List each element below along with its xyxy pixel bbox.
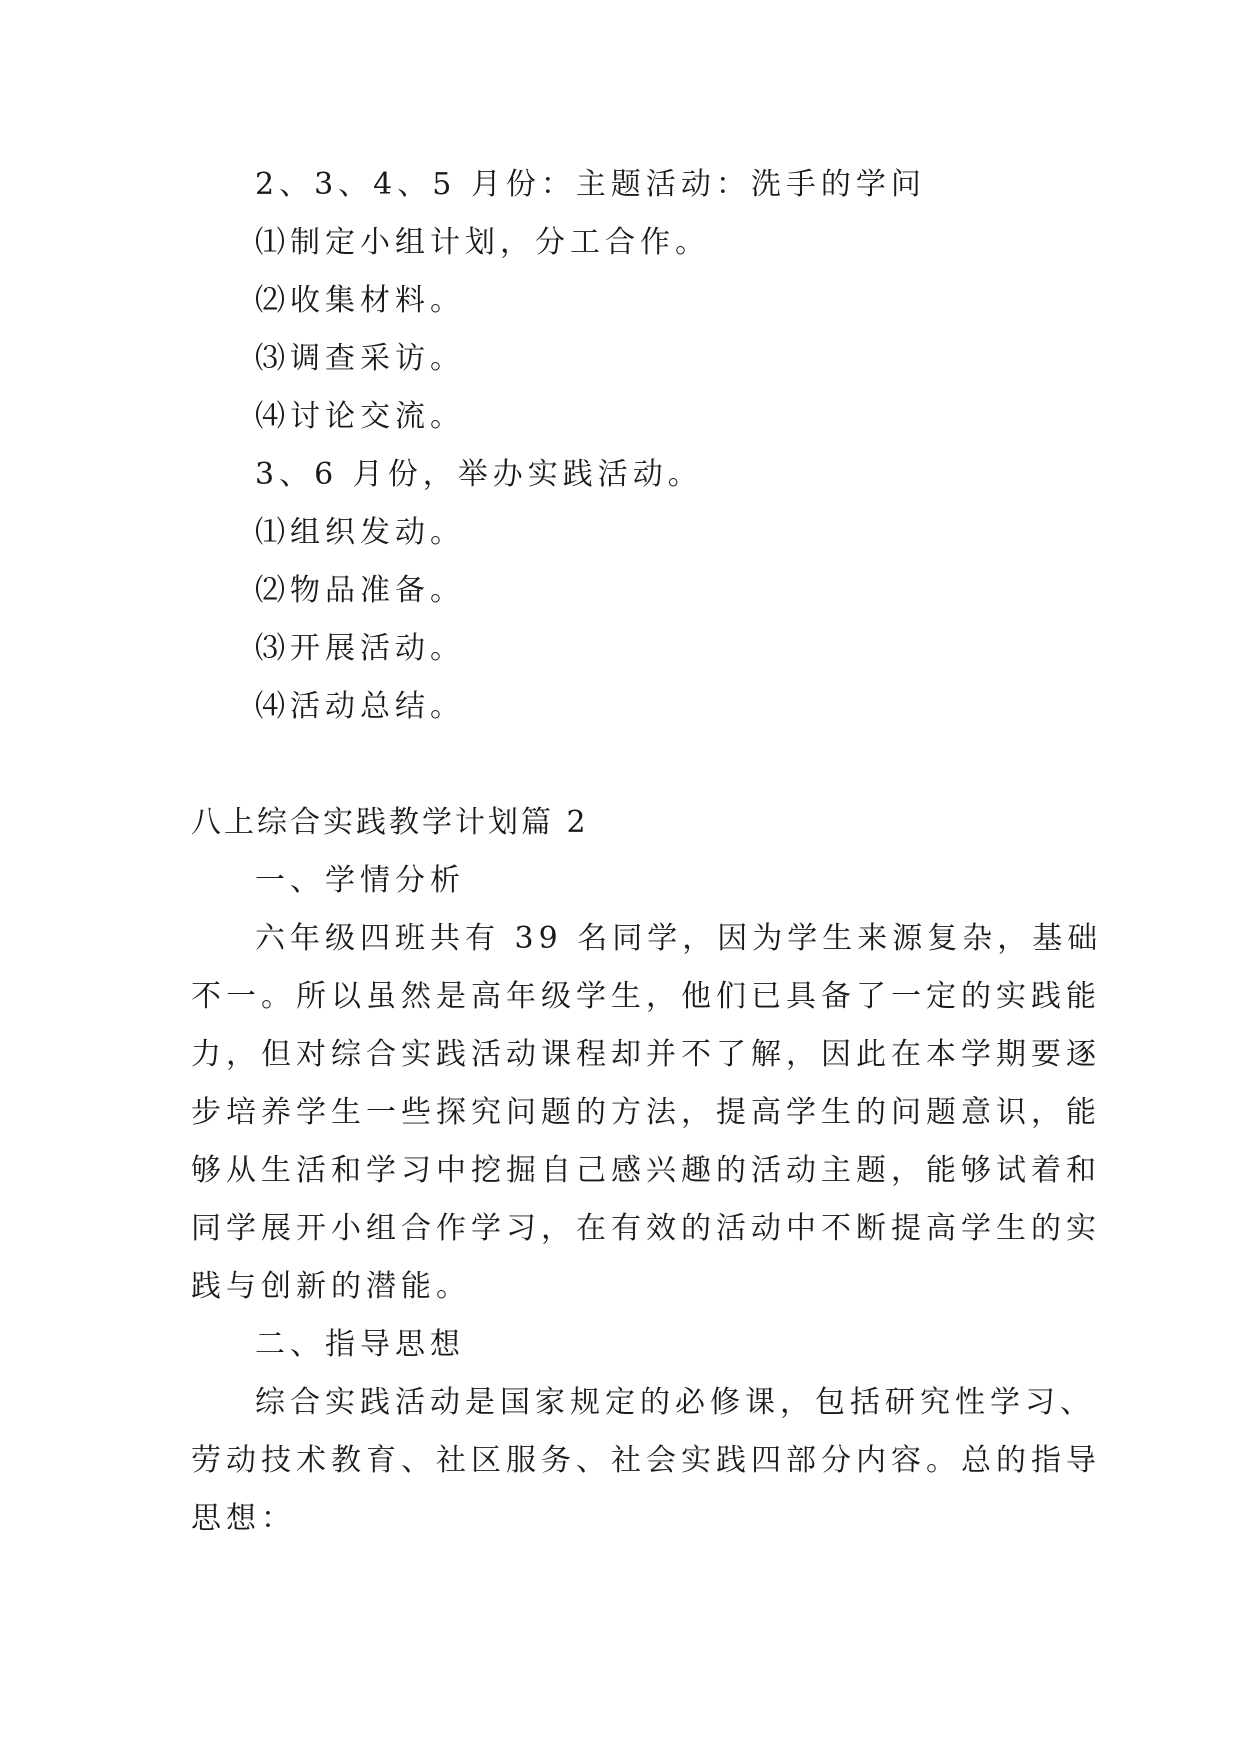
subheading-guidance: 二、指导思想 [255, 1327, 465, 1362]
subheading-analysis: 一、学情分析 [255, 863, 465, 898]
paragraph-line: 践与创新的潜能。 [191, 1269, 471, 1304]
paragraph-line: 够从生活和学习中挖掘自己感兴趣的活动主题，能够试着和 [191, 1153, 1101, 1188]
paragraph-line: 六年级四班共有 39 名同学，因为学生来源复杂，基础 [255, 921, 1103, 956]
list-item: ⑷讨论交流。 [255, 399, 465, 434]
list-item: ⑴组织发动。 [255, 515, 465, 550]
list-item: ⑶调查采访。 [255, 341, 465, 376]
paragraph-line: 不一。所以虽然是高年级学生，他们已具备了一定的实践能 [191, 979, 1101, 1014]
month-heading-2: 3、6 月份，举办实践活动。 [255, 457, 703, 492]
paragraph-line: 思想： [191, 1501, 296, 1536]
list-item: ⑶开展活动。 [255, 631, 465, 666]
section-title: 八上综合实践教学计划篇 2 [191, 805, 589, 840]
paragraph-line: 同学展开小组合作学习，在有效的活动中不断提高学生的实 [191, 1211, 1101, 1246]
list-item: ⑷活动总结。 [255, 689, 465, 724]
paragraph-line: 力，但对综合实践活动课程却并不了解，因此在本学期要逐 [191, 1037, 1101, 1072]
paragraph-line: 劳动技术教育、社区服务、社会实践四部分内容。总的指导 [191, 1443, 1101, 1478]
month-heading-1: 2、3、4、5 月份：主题活动：洗手的学问 [255, 167, 926, 202]
paragraph-line: 步培养学生一些探究问题的方法，提高学生的问题意识，能 [191, 1095, 1101, 1130]
list-item: ⑵物品准备。 [255, 573, 465, 608]
list-item: ⑴制定小组计划，分工合作。 [255, 225, 710, 260]
list-item: ⑵收集材料。 [255, 283, 465, 318]
paragraph-line: 综合实践活动是国家规定的必修课，包括研究性学习、 [255, 1385, 1095, 1420]
